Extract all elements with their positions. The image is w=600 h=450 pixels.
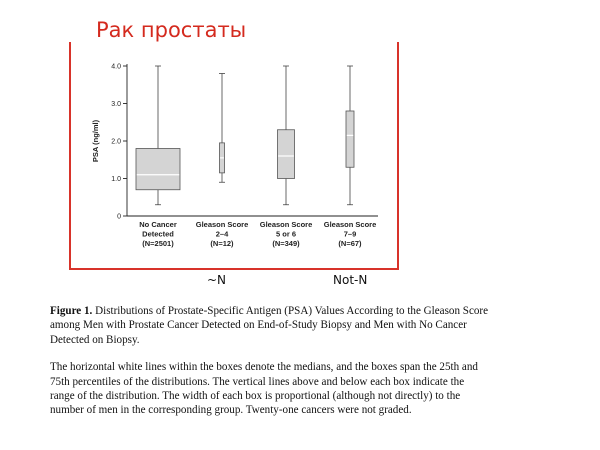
- y-tick-label: 1.0: [111, 176, 121, 183]
- y-tick-label: 3.0: [111, 101, 121, 108]
- x-category-label: 2–4: [215, 229, 229, 239]
- y-tick-label: 4.0: [111, 63, 121, 71]
- x-category-label: Detected: [142, 229, 174, 239]
- box-iqr: [278, 130, 295, 179]
- x-category-label: 7–9: [343, 229, 357, 239]
- y-axis-label: PSA (ng/ml): [91, 119, 100, 163]
- x-category-label: (N=67): [338, 239, 362, 248]
- annotation-not-n-left: ~N: [207, 273, 227, 287]
- box-iqr: [346, 111, 354, 167]
- figure-title: Distributions of Prostate-Specific Antigen (PSA) Values According to the Gleason Score among Men with Prostate Cancer Detected on End-of-Study Biopsy and Men with No Cancer Detected on Biopsy.: [50, 305, 489, 346]
- figure-label: Figure 1.: [50, 305, 93, 317]
- caption-title-paragraph: [50, 304, 490, 347]
- figure-caption: [50, 304, 490, 431]
- annotation-not-n-right: Not-N: [333, 273, 368, 287]
- box-iqr: [136, 149, 180, 190]
- x-category-label: No Cancer: [139, 220, 177, 229]
- x-category-label: (N=349): [272, 239, 300, 248]
- x-category-label: 5 or 6: [275, 229, 297, 239]
- x-category-label: (N=12): [210, 239, 234, 248]
- y-tick-label: 2.0: [111, 138, 121, 146]
- x-category-label: Gleason Score: [259, 220, 313, 229]
- x-category-label: Gleason Score: [323, 220, 377, 229]
- caption-body-paragraph: The horizontal white lines within the boxes denote the medians, and the boxes span the 25th and 75th percentiles of the distributions. The vertical lines above and below each box indicate the range of the distribution. The width of each box is proportional (although not directly) to the number of men in the corresponding group. Twenty-one cancers were not graded.: [50, 361, 478, 417]
- y-tick-label: 0: [117, 213, 121, 221]
- slide-title: Рак простаты: [96, 18, 247, 42]
- x-category-label: Gleason Score: [195, 220, 249, 229]
- x-category-label: (N=2501): [142, 239, 174, 248]
